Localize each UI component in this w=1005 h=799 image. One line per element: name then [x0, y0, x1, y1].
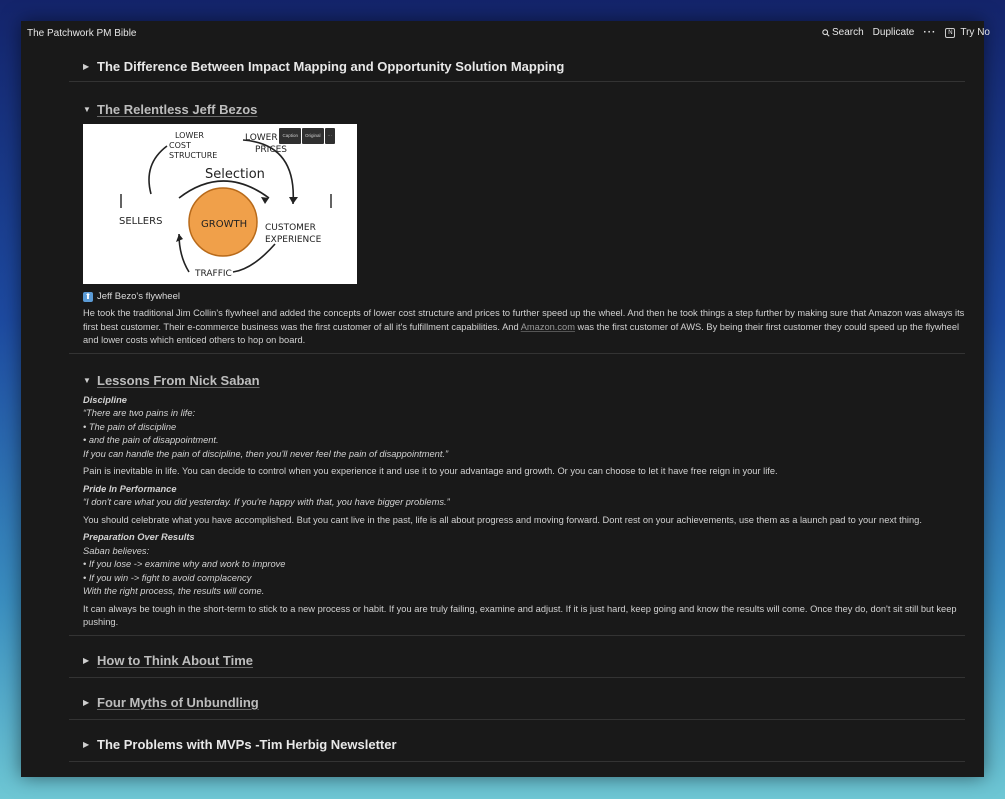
divider — [69, 719, 965, 720]
flywheel-image[interactable] — [83, 124, 357, 284]
quote-line: If you can handle the pain of discipline, then you'll never feel the pain of disappointment.” — [83, 448, 449, 459]
pride-heading: Pride In Performance — [83, 483, 177, 494]
toggle-impact-mapping[interactable] — [83, 53, 965, 79]
flywheel-experience: EXPERIENCE — [265, 235, 322, 245]
search-icon — [822, 29, 830, 37]
image-more-button[interactable]: ··· — [325, 128, 336, 144]
divider — [69, 677, 965, 678]
divider — [69, 353, 965, 354]
flywheel-sellers: SELLERS — [119, 216, 163, 227]
try-notion-button[interactable] — [945, 27, 990, 38]
quote-line: “There are two pains in life: — [83, 408, 196, 418]
notion-logo-icon: N — [945, 28, 955, 38]
flywheel-lower-cost-3: STRUCTURE — [169, 151, 218, 160]
divider — [69, 81, 965, 82]
image-toolbar — [279, 128, 335, 144]
prep-heading: Preparation Over Results — [83, 532, 195, 542]
flywheel-growth: GROWTH — [201, 219, 248, 230]
toggle-heading: The Difference Between Impact Mapping and Opportunity Solution Mapping — [97, 58, 565, 74]
duplicate-button[interactable]: Duplicate — [872, 27, 915, 38]
toggle-heading: Lessons From Nick Saban — [97, 373, 260, 388]
flywheel-lower-cost-1: LOWER — [175, 131, 204, 140]
quote-line: • and the pain of disappointment. — [83, 435, 219, 445]
toggle-jeff-bezos[interactable] — [83, 96, 965, 122]
quote-line: • If you win -> fight to avoid complacency — [83, 572, 252, 583]
toggle-problems-mvps[interactable] — [83, 732, 965, 758]
discipline-text: Pain is inevitable in life. You can decide to control when you experience it and use it to your advantage and growth. Or you can choose to let it have free reign in your life. — [83, 466, 778, 476]
flywheel-lower-prices-1: LOWER — [245, 133, 278, 143]
flywheel-diagram — [83, 124, 357, 284]
toggle-collapsed-icon[interactable]: ▶ — [83, 740, 90, 749]
image-caption-button[interactable]: Caption — [279, 128, 301, 144]
search-button[interactable] — [822, 27, 864, 38]
image-original-button[interactable]: Original — [302, 128, 324, 144]
toggle-heading: Four Myths of Unbundling — [97, 695, 259, 710]
prep-text: It can always be tough in the short-term to stick to a new process or habit. If you are truly failing, examine and adjust. If it is just hard, keep going and know the results will come. Once they do, don't sit still but keep pushing. — [83, 603, 957, 627]
toggle-nick-saban[interactable] — [83, 368, 965, 394]
divider — [69, 635, 965, 636]
toggle-collapsed-icon[interactable]: ▶ — [83, 698, 90, 707]
divider — [69, 761, 965, 762]
flywheel-customer: CUSTOMER — [265, 223, 316, 233]
caption-text: Jeff Bezo's flywheel — [97, 291, 180, 303]
bezos-body — [83, 124, 965, 348]
toggle-think-about-time[interactable] — [83, 648, 965, 674]
try-notion-label: Try No — [960, 27, 990, 38]
toggle-collapsed-icon[interactable]: ▶ — [83, 656, 90, 665]
quote-line: Saban believes: — [83, 545, 150, 556]
flywheel-lower-prices-2: PRICES — [255, 145, 288, 155]
toggle-collapsed-icon[interactable]: ▶ — [83, 61, 90, 71]
more-options-button[interactable]: ··· — [923, 27, 937, 38]
discipline-heading: Discipline — [83, 394, 127, 405]
toggle-heading: How to Think About Time — [97, 653, 253, 668]
page-content — [83, 53, 965, 762]
quote-line: • The pain of discipline — [83, 421, 177, 432]
notion-window — [21, 21, 990, 777]
up-arrow-icon: ⬆ — [84, 292, 92, 301]
page-title[interactable]: The Patchwork PM Bible — [27, 28, 137, 39]
toggle-expanded-icon[interactable]: ▼ — [83, 104, 91, 114]
quote-line: • If you lose -> examine why and work to improve — [83, 559, 286, 569]
bezos-paragraph: He took the traditional Jim Collin's flywheel and added the concepts of lower cost structure and prices to further speed up the wheel. And then he took things a step further by making sure that Amazon was always its first best customer. Their e-commerce business was the first customer of all it's fulfillment capabilities. And Amazon.com was the first customer of AWS. By being their first customer they could speed up the flywheel and lower costs which enticed others to hop on board. — [83, 308, 965, 345]
search-label: Search — [831, 27, 864, 38]
toggle-unbundling[interactable] — [83, 690, 965, 716]
amazon-link[interactable]: Amazon.com — [520, 321, 575, 332]
saban-body — [83, 394, 965, 630]
image-caption — [83, 290, 965, 304]
flywheel-lower-cost-2: COST — [169, 141, 191, 150]
pride-quote: “I don't care what you did yesterday. If you're happy with that, you have bigger problems.” — [83, 497, 450, 507]
flywheel-selection: Selection — [205, 167, 265, 182]
toggle-heading: The Problems with MVPs -Tim Herbig Newsletter — [97, 737, 397, 752]
pride-text: You should celebrate what you have accomplished. But you cant live in the past, life is all about progress and moving forward. Dont rest on your achievements, use them as a launch pad to your next thing. — [83, 514, 922, 525]
top-bar — [21, 21, 990, 45]
toggle-expanded-icon[interactable]: ▼ — [83, 376, 91, 385]
quote-line: With the right process, the results will come. — [83, 586, 265, 596]
topbar-actions — [822, 27, 990, 38]
flywheel-traffic: TRAFFIC — [195, 269, 232, 279]
toggle-heading: The Relentless Jeff Bezos — [97, 101, 258, 117]
